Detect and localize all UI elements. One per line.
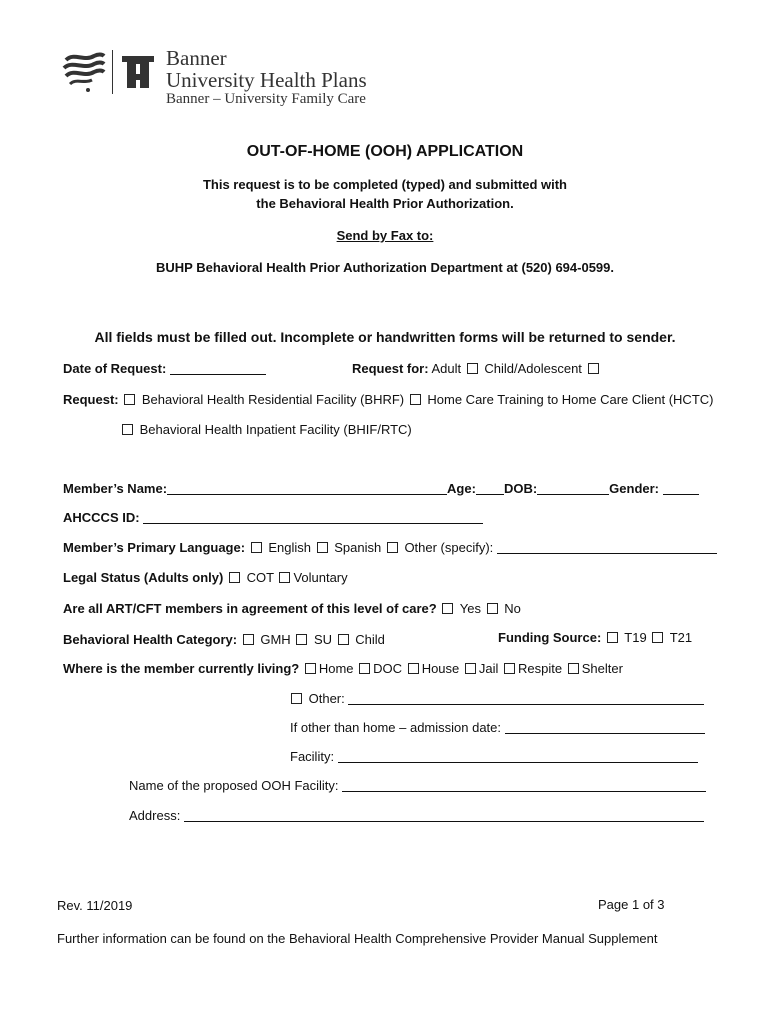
language-row [63, 540, 717, 555]
age-input[interactable] [476, 482, 504, 495]
voluntary-checkbox[interactable] [279, 572, 290, 583]
other-language-checkbox[interactable] [387, 542, 398, 553]
address-label: Address: [129, 808, 181, 823]
logo-divider [112, 50, 113, 94]
brand-line3: Banner – University Family Care [166, 91, 366, 107]
other-language-input[interactable] [497, 541, 717, 554]
university-a-icon [118, 54, 158, 90]
cot-checkbox[interactable] [229, 572, 240, 583]
address-input[interactable] [184, 809, 704, 822]
t19-label: T19 [624, 630, 647, 645]
request-for-label: Request for: [352, 361, 429, 376]
age-label: Age: [447, 481, 476, 496]
facility-input[interactable] [338, 750, 698, 763]
category-row [63, 632, 385, 647]
fax-department: BUHP Behavioral Health Prior Authorization Department at (520) 694-0599. [155, 260, 614, 275]
other-living-input[interactable] [348, 692, 704, 705]
respite-checkbox[interactable] [504, 663, 515, 674]
spanish-label: Spanish [334, 540, 382, 555]
home-checkbox[interactable] [305, 663, 316, 674]
dob-label: DOB: [503, 481, 538, 496]
bhif-row [120, 422, 412, 437]
funding-row [498, 630, 692, 645]
other-specify-label: Other (specify): [404, 540, 494, 555]
other-living-checkbox[interactable] [291, 693, 302, 704]
child-category-checkbox[interactable] [338, 634, 349, 645]
child-label: Child/Adolescent [484, 361, 582, 376]
request-label: Request: [63, 392, 119, 407]
t19-checkbox[interactable] [607, 632, 618, 643]
adult-checkbox[interactable] [467, 363, 478, 374]
ooh-facility-row [129, 778, 706, 793]
gender-label: Gender: [609, 481, 659, 496]
request-for-row [352, 361, 602, 376]
page-number: Page 1 of 3 [598, 897, 665, 912]
ahcccs-label: AHCCCS ID: [63, 510, 140, 525]
su-label: SU [313, 632, 333, 647]
admission-row [290, 720, 705, 735]
su-checkbox[interactable] [296, 634, 307, 645]
shelter-checkbox[interactable] [568, 663, 579, 674]
gmh-checkbox[interactable] [243, 634, 254, 645]
no-label: No [504, 601, 521, 616]
english-label: English [268, 540, 311, 555]
notice: All fields must be filled out. Incomplete or handwritten forms will be returned to sender. [94, 329, 676, 345]
t21-checkbox[interactable] [652, 632, 663, 643]
english-checkbox[interactable] [251, 542, 262, 553]
intro-line1: This request is to be completed (typed) and submitted with [202, 177, 568, 192]
no-checkbox[interactable] [487, 603, 498, 614]
brand-line2: University Health Plans [166, 68, 367, 92]
house-label: House [421, 661, 460, 676]
bhrf-label: Behavioral Health Residential Facility (BHRF) [141, 392, 405, 407]
legal-label: Legal Status (Adults only) [63, 570, 224, 585]
home-label: Home [318, 661, 354, 676]
category-label: Behavioral Health Category: [63, 632, 238, 647]
brand-line1: Banner [166, 46, 227, 70]
respite-label: Respite [518, 661, 563, 676]
hctc-label: Home Care Training to Home Care Client (HCTC) [427, 392, 714, 407]
doc-checkbox[interactable] [359, 663, 370, 674]
yes-checkbox[interactable] [442, 603, 453, 614]
house-checkbox[interactable] [408, 663, 419, 674]
further-info: Further information can be found on the Behavioral Health Comprehensive Provider Manual Supplement [57, 931, 658, 946]
bhif-label: Behavioral Health Inpatient Facility (BHIF/RTC) [139, 422, 412, 437]
child-checkbox[interactable] [588, 363, 599, 374]
facility-label: Facility: [290, 749, 335, 764]
agreement-row [63, 601, 521, 616]
voluntary-label: Voluntary [293, 570, 348, 585]
cot-label: COT [246, 570, 274, 585]
other-row [289, 691, 704, 706]
dob-input[interactable] [537, 482, 609, 495]
date-row [63, 361, 266, 376]
other-living-label: Other: [308, 691, 345, 706]
member-row [63, 481, 699, 496]
admission-label: If other than home – admission date: [290, 720, 502, 735]
admission-date-input[interactable] [505, 721, 705, 734]
spanish-checkbox[interactable] [317, 542, 328, 553]
ooh-facility-label: Name of the proposed OOH Facility: [129, 778, 339, 793]
living-row [63, 661, 623, 676]
flag-logo-icon [62, 48, 106, 94]
bhif-checkbox[interactable] [122, 424, 133, 435]
legal-row [63, 570, 348, 585]
gmh-label: GMH [260, 632, 291, 647]
gender-input[interactable] [663, 482, 699, 495]
bhrf-checkbox[interactable] [124, 394, 135, 405]
adult-label: Adult [431, 361, 462, 376]
facility-row [290, 749, 698, 764]
agreement-label: Are all ART/CFT members in agreement of this level of care? [63, 601, 437, 616]
ooh-facility-input[interactable] [342, 779, 706, 792]
date-input[interactable] [170, 362, 266, 375]
yes-label: Yes [459, 601, 481, 616]
address-row [129, 808, 704, 823]
revision: Rev. 11/2019 [57, 898, 133, 913]
member-name-label: Member’s Name: [63, 481, 168, 496]
jail-checkbox[interactable] [465, 663, 476, 674]
fax-label: Send by Fax to: [336, 228, 434, 243]
living-label: Where is the member currently living? [63, 661, 300, 676]
language-label: Member’s Primary Language: [63, 540, 246, 555]
ahcccs-input[interactable] [143, 511, 483, 524]
child-category-label: Child [355, 632, 385, 647]
hctc-checkbox[interactable] [410, 394, 421, 405]
funding-label: Funding Source: [498, 630, 602, 645]
t21-label: T21 [669, 630, 693, 645]
member-name-input[interactable] [167, 482, 447, 495]
page-title: OUT-OF-HOME (OOH) APPLICATION [246, 143, 524, 160]
request-row [63, 392, 713, 407]
jail-label: Jail [478, 661, 499, 676]
shelter-label: Shelter [581, 661, 623, 676]
ahcccs-row [63, 510, 483, 525]
intro-line2: the Behavioral Health Prior Authorization. [256, 196, 514, 211]
doc-label: DOC [373, 661, 403, 676]
date-label: Date of Request: [63, 361, 167, 376]
